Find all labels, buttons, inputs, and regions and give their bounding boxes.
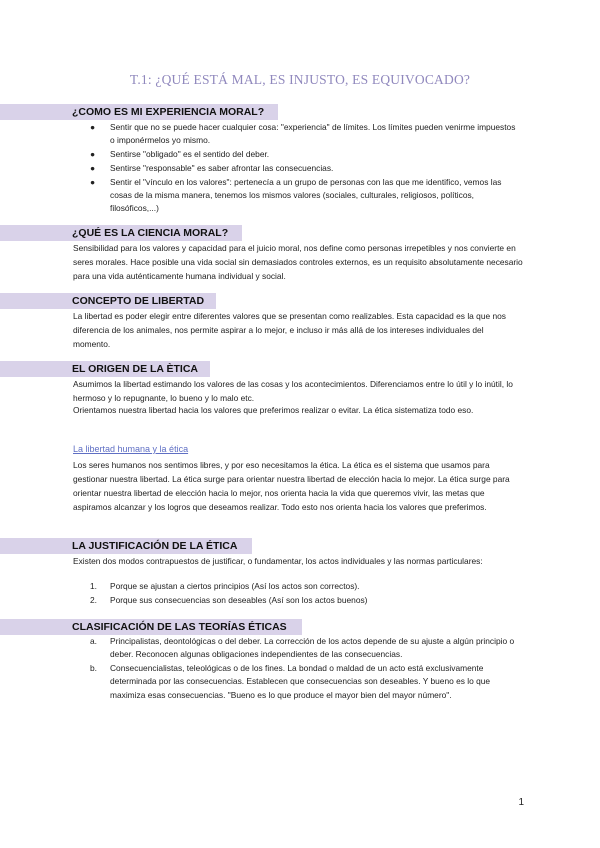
origen-text-3: Los seres humanos nos sentimos libres, y por eso necesitamos la ética. La ética es el sistema que usamos para gestionar nuestra libertad. La ética surge para orientar nuestra libertad de elección hacia lo mejor. La ética surge para orientar nuestra libertad de elección hacia lo mejor, nos orienta hacia la vida que queremos vivir, las metas que aspiramos alcanzar y los logros que deseamos realizar. Todo esto nos orienta hacia los valores que preferimos. <box>73 460 510 512</box>
subheading-link[interactable]: La libertad humana y la ética <box>73 444 189 454</box>
list-item: ● Sentirse "obligado" es el sentido del deber. <box>0 148 600 161</box>
section-heading-justificacion: LA JUSTIFICACIÓN DE LA ÉTICA <box>72 540 238 552</box>
page-title: T.1: ¿QUÉ ESTÁ MAL, ES INJUSTO, ES EQUIVOCADO? <box>129 72 471 87</box>
list-item: ● Sentir que no se puede hacer cualquier cosa: "experiencia" de límites. Los límites pueden venirme impuestos o imponérmelos yo mismo. <box>90 122 516 146</box>
section-heading-ciencia: ¿QUÉ ES LA CIENCIA MORAL? <box>72 227 229 239</box>
list-item: b. Consecuencialistas, teleológicas o de los fines. La bondad o maldad de un acto está exclusivamente determinada por las consecuencias. Establecen que consecuencias son deseables. Y bueno es lo que maximiza esas consecuencias. "Bueno es lo que produce el mayor bien del mayor número". <box>90 663 491 700</box>
section-heading-experiencia: ¿COMO ES MI EXPERIENCIA MORAL? <box>72 106 265 118</box>
section-heading-origen: EL ORIGEN DE LA ÈTICA <box>72 363 199 375</box>
clasificacion-list <box>0 635 600 702</box>
section-heading-clasificacion: CLASIFICACIÓN DE LAS TEORÍAS ÉTICAS <box>72 621 287 633</box>
justificacion-text: Existen dos modos contrapuestos de justificar, o fundamentar, los actos individuales y las normas particulares: <box>73 556 483 566</box>
justificacion-list <box>0 580 600 608</box>
origen-text-2: Orientamos nuestra libertad hacia los valores que preferimos realizar o evitar. La ética sistematiza todo eso. <box>73 405 474 415</box>
section-heading-libertad: CONCEPTO DE LIBERTAD <box>72 295 205 307</box>
bullet-icon: ● <box>90 176 96 187</box>
bullet-icon: ● <box>90 149 96 160</box>
origen-text-1: Asumimos la libertad estimando los valores de las cosas y los acontecimientos. Diferenciamos entre lo útil y lo inútil, lo hermoso y lo repugnante, lo bueno y lo malo etc. <box>73 379 513 403</box>
libertad-text: La libertad es poder elegir entre diferentes valores que se presentan como realizables. Esta capacidad es la que nos diferencia de los animales, nos permite aspirar a lo mejor, e incluso ir más allá de los intereses individuales del momento. <box>73 311 506 349</box>
list-item: a. Principalistas, deontológicas o del deber. La corrección de los actos depende de su ajuste a algún principio o deber. Reconocen algunas obligaciones independientes de las consecuencias. <box>90 636 515 660</box>
bullet-icon: ● <box>90 162 96 173</box>
page-number: 1 <box>518 797 524 808</box>
bullet-icon: ● <box>90 122 96 132</box>
list-item: 1. Porque se ajustan a ciertos principios (Así los actos son correctos). <box>90 581 360 591</box>
list-item: ● Sentirse "responsable" es saber afrontar las consecuencias. <box>0 162 600 175</box>
experiencia-list <box>0 121 600 216</box>
list-item: ● Sentir el "vínculo en los valores": pertenecía a un grupo de personas con las que me identifico, vemos las cosas de la misma manera, tenemos los mismos valores (sociales, culturales, religiosos, políticos, filosóficos,...) <box>90 176 502 214</box>
list-item: 2. Porque sus consecuencias son deseables (Así son los actos buenos) <box>90 594 368 605</box>
ciencia-text: Sensibilidad para los valores y capacidad para el juicio moral, nos define como personas irrepetibles y nos convierte en seres morales. Hace posible una vida social sin demasiados controles externos, es un requisito absolutamente necesario para una vida auténticamente humana individual y social. <box>73 243 523 281</box>
